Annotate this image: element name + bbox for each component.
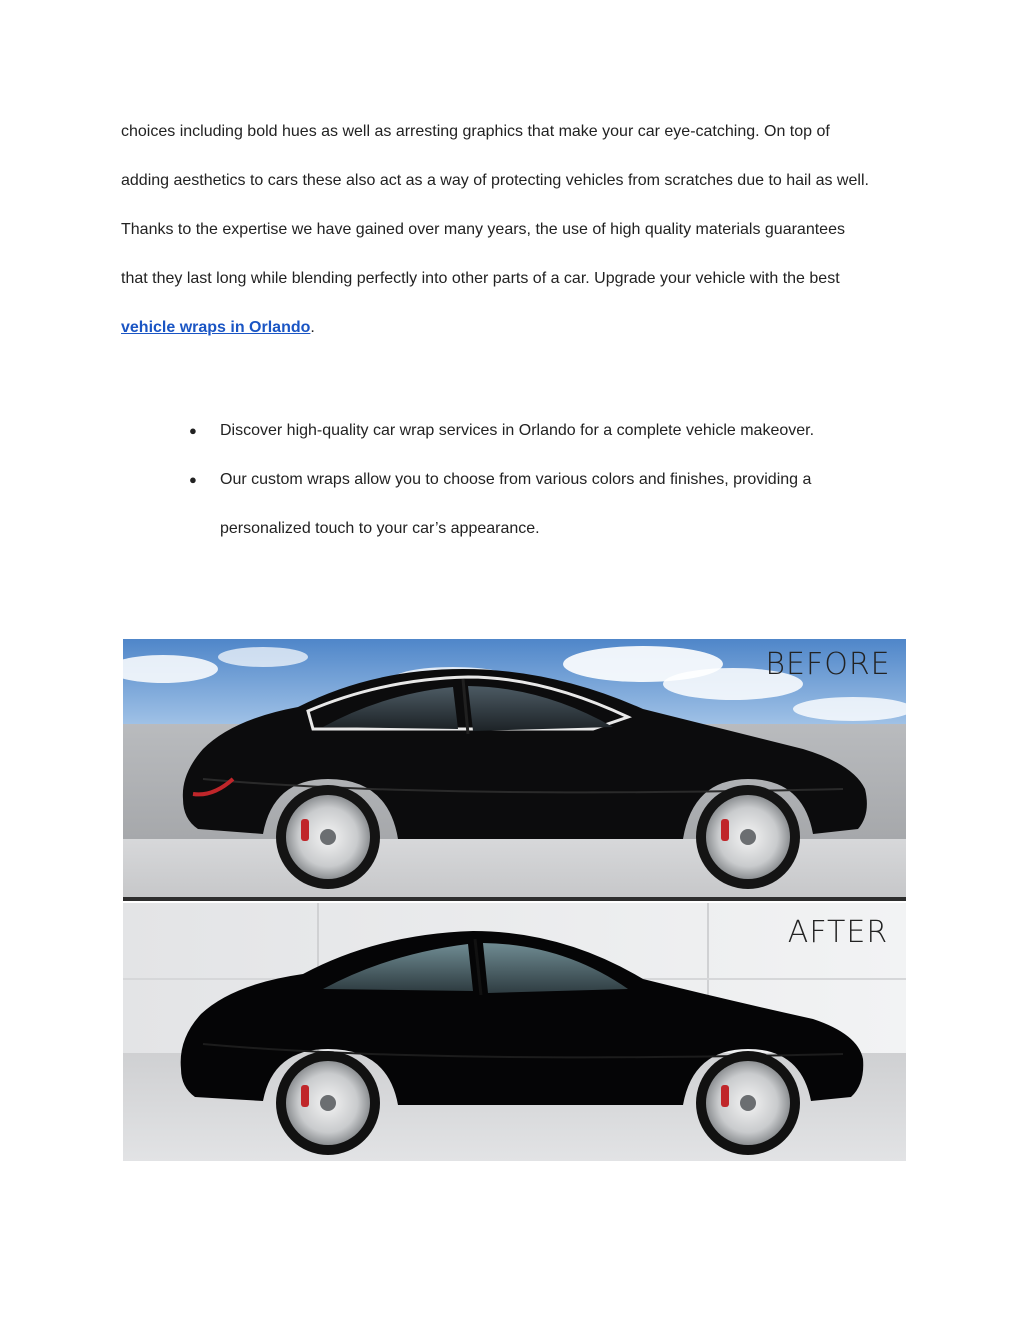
before-label: BEFORE (765, 647, 891, 682)
bullet-line: Our custom wraps allow you to choose from various colors and finishes, providing a (220, 471, 812, 488)
bullet-marker: ● (189, 423, 197, 438)
body-paragraph (121, 118, 921, 363)
before-photo (123, 639, 906, 901)
before-after-image (123, 639, 906, 1161)
bullet-item (185, 466, 905, 564)
after-label: AFTER (787, 915, 889, 950)
paragraph-line: choices including bold hues as well as arresting graphics that make your car eye-catching. On top of (121, 123, 830, 140)
vehicle-wraps-link[interactable]: vehicle wraps in Orlando (121, 319, 311, 336)
bullet-line: personalized touch to your car’s appearance. (220, 520, 540, 537)
link-suffix: . (310, 319, 315, 336)
paragraph-line: Thanks to the expertise we have gained over many years, the use of high quality materials guarantees (121, 221, 845, 238)
bullet-item (185, 417, 905, 466)
after-photo (123, 903, 906, 1161)
bullet-list (185, 417, 905, 564)
paragraph-line: adding aesthetics to cars these also act as a way of protecting vehicles from scratches due to hail as well. (121, 172, 869, 189)
bullet-marker: ● (189, 472, 197, 487)
paragraph-line (121, 314, 921, 363)
paragraph-line: that they last long while blending perfectly into other parts of a car. Upgrade your vehicle with the best (121, 270, 840, 287)
bullet-line: Discover high-quality car wrap services in Orlando for a complete vehicle makeover. (220, 422, 815, 439)
